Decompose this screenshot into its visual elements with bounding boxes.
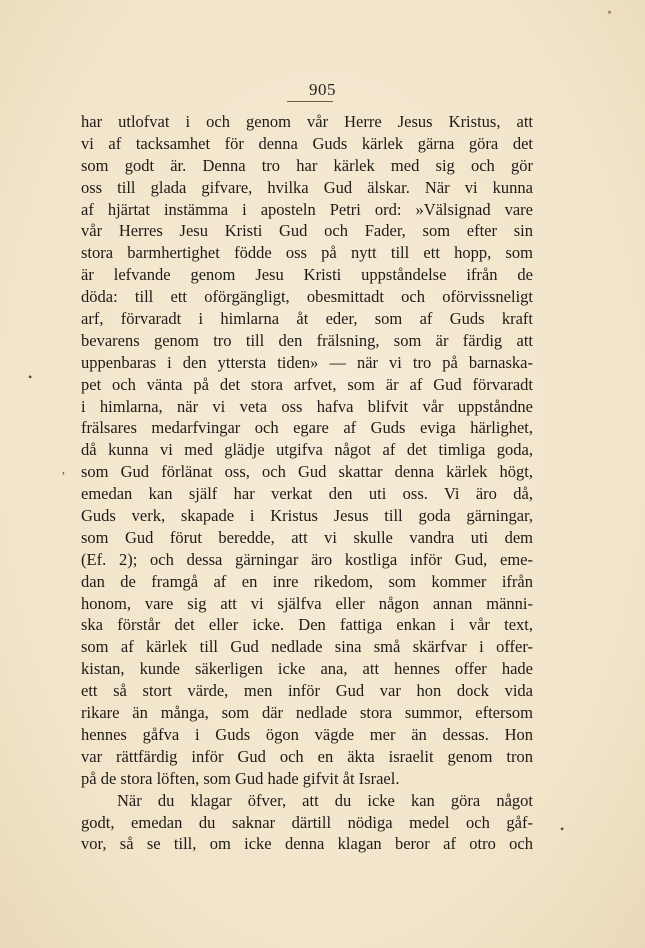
margin-mark: ,: [62, 462, 65, 476]
text-line: kistan, kunde säkerligen icke ana, att hennes offer hade: [81, 659, 533, 679]
text-line: bevarens genom tro till den frälsning, som är färdig att: [81, 330, 533, 350]
text-line: rikare än många, som där nedlade stora summor, eftersom: [81, 703, 533, 723]
text-line: vor, så se till, om icke denna klagan beror af otro och: [81, 834, 533, 854]
text-line: Guds verk, skapade i Kristus Jesus till goda gärningar,: [81, 506, 533, 526]
text-line: ska förstår det eller icke. Den fattiga enkan i vår text,: [81, 615, 533, 635]
text-line: uppenbaras i den yttersta tiden» — när vi tro på barnaska-: [81, 352, 533, 372]
text-line: är lefvande genom Jesu Kristi uppståndelse ifrån de: [81, 265, 533, 285]
text-line: frälsares medarfvingar och egare af Guds eviga härlighet,: [81, 418, 533, 438]
text-line: som Gud förlänat oss, och Gud skattar denna kärlek högt,: [81, 462, 533, 482]
text-line: (Ef. 2); och dessa gärningar äro kostliga inför Gud, eme-: [81, 549, 533, 569]
text-line: hennes gåfva i Guds ögon vägde mer än dessas. Hon: [81, 724, 533, 744]
text-line: När du klagar öfver, att du icke kan göra något: [117, 790, 533, 810]
text-line: var rättfärdig inför Gud och en äkta israelit genom tron: [81, 746, 533, 766]
text-line: döda: till ett oförgängligt, obesmittadt och oförvissneligt: [81, 287, 533, 307]
text-line: oss till glada gifvare, hvilka Gud älskar. När vi kunna: [81, 177, 533, 197]
text-line: vi af tacksamhet för denna Guds kärlek gärna göra det: [81, 133, 533, 153]
margin-mark: •: [607, 6, 612, 21]
margin-mark: •: [560, 822, 565, 836]
text-line: arf, förvaradt i himlarna åt eder, som af Guds kraft: [81, 309, 533, 329]
text-line: har utlofvat i och genom vår Herre Jesus Kristus, att: [81, 112, 533, 131]
text-line: ett så stort värde, men inför Gud var hon dock vida: [81, 681, 533, 701]
page-number-rule: [287, 101, 333, 102]
text-line: i himlarna, när vi veta oss hafva blifvit vår uppståndne: [81, 396, 533, 416]
page-number: 905: [309, 80, 336, 99]
text-line: emedan kan själf har verkat den uti oss. Vi äro då,: [81, 484, 533, 504]
text-line: stora barmhertighet födde oss på nytt till ett hopp, som: [81, 243, 533, 263]
text-line: då kunna vi med glädje utgifva något af det timliga goda,: [81, 440, 533, 460]
text-line: på de stora löften, som Gud hade gifvit åt Israel.: [81, 768, 400, 788]
text-line: som af kärlek till Gud nedlade sina små skärfvar i offer-: [81, 637, 533, 657]
text-line: honom, vare sig att vi själfva eller någon annan männi-: [81, 593, 533, 613]
body-text: [81, 111, 533, 855]
text-line: dan de framgå af en inre rikedom, som kommer ifrån: [81, 571, 533, 591]
text-line: vår Herres Jesu Kristi Gud och Fader, som efter sin: [81, 221, 533, 241]
text-line: af hjärtat instämma i aposteln Petri ord: »Välsignad vare: [81, 199, 533, 219]
text-line: som godt är. Denna tro har kärlek med sig och gör: [81, 155, 533, 175]
text-line: godt, emedan du saknar därtill nödiga medel och gåf-: [81, 812, 533, 832]
text-line: som Gud förut beredde, att vi skulle vandra uti dem: [81, 527, 533, 547]
margin-mark: •: [28, 370, 33, 384]
text-line: pet och vänta på det stora arfvet, som är af Gud förvaradt: [81, 374, 533, 394]
